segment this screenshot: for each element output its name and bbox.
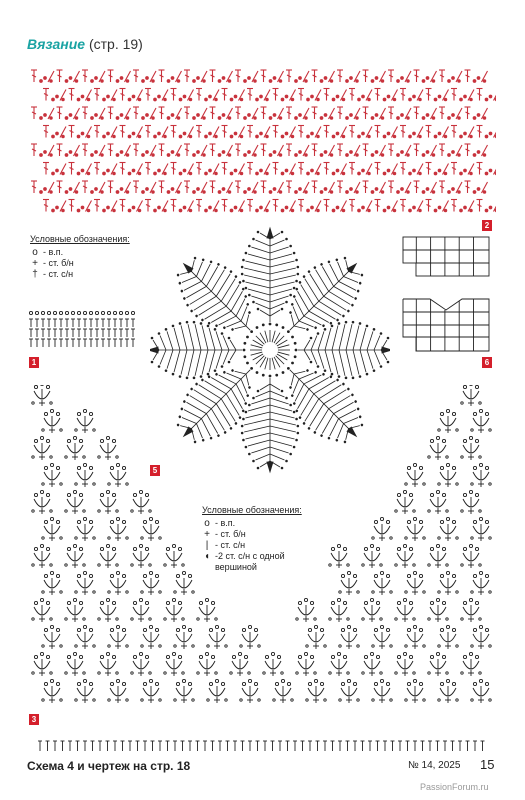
issue-number: № 14, 2025 <box>408 760 461 771</box>
legend-small-item: + - ст. б/н <box>30 258 130 269</box>
legend-large-item: ◖ -2 ст. с/н с одной вершиной <box>203 551 285 572</box>
page-reference: (стр. 19) <box>88 36 143 52</box>
legend-small-item: † - ст. с/н <box>30 269 130 280</box>
single-crochet-icon: + <box>32 258 38 269</box>
chain-stitch-icon: o <box>204 518 210 529</box>
diagram-badge-5: 5 <box>150 465 160 476</box>
double-crochet-icon: | <box>205 540 209 551</box>
scheme-note: Схема 4 и чертеж на стр. 18 <box>27 759 191 773</box>
diagram-badge-1: 1 <box>29 357 39 368</box>
section-name: Вязание <box>27 36 86 52</box>
diagram-badge-6: 6 <box>482 357 492 368</box>
section-title <box>27 36 143 52</box>
diagram-2-border-pattern <box>26 68 496 220</box>
diagram-6-construction-grid <box>402 236 492 354</box>
cluster-stitch-icon: ◖ <box>203 551 211 562</box>
chain-stitch-icon: o <box>32 247 38 258</box>
diagram-3-yoke-chart <box>24 385 496 755</box>
legend-small-item: o - в.п. <box>30 247 130 258</box>
legend-large-title: Условные обозначения: <box>202 505 302 515</box>
diagram-badge-2: 2 <box>482 220 492 231</box>
legend-large-item: | - ст. с/н <box>202 540 305 551</box>
legend-small <box>30 234 130 280</box>
page-number: 15 <box>480 757 495 772</box>
diagram-badge-3: 3 <box>29 714 39 725</box>
double-crochet-icon: † <box>32 269 38 280</box>
legend-small-title: Условные обозначения: <box>30 234 130 244</box>
watermark: PassionForum.ru <box>420 782 489 792</box>
legend-large-item: + - ст. б/н <box>202 529 305 540</box>
diagram-1-stitch-sample <box>27 308 137 353</box>
legend-large-item: o - в.п. <box>202 518 305 529</box>
single-crochet-icon: + <box>204 529 210 540</box>
